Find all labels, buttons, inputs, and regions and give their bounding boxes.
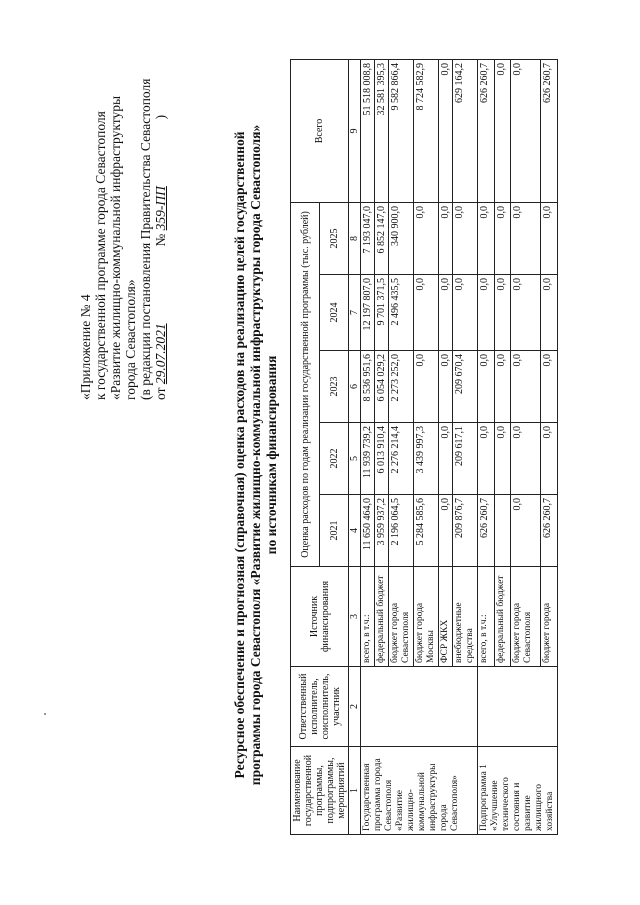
column-index: 7: [349, 275, 361, 351]
header-estimate: Оценка расходов по годам реализации государственной программы (тыс. рублей): [291, 202, 320, 566]
value-cell: 6 013 910,4: [375, 423, 389, 495]
value-cell: 0,0: [494, 351, 511, 423]
value-cell: 7 193 047,0: [361, 202, 375, 274]
column-index: 4: [349, 495, 361, 567]
value-cell: 2 276 214,4: [389, 423, 414, 495]
total-cell: 629 164,2: [453, 59, 478, 202]
value-cell: 0,0: [478, 275, 495, 351]
program-name-cell: Государственная программа города Севастополя «Развитие жилищно-коммунальной инфраструктуры города Севастополя»: [361, 747, 478, 835]
column-index: 8: [349, 202, 361, 274]
value-cell: 0,0: [453, 202, 478, 274]
total-cell: 51 518 008,8: [361, 59, 375, 202]
annex-line-4: города Севастополя»: [123, 279, 138, 400]
table-row: [478, 59, 495, 834]
value-cell: 0,0: [541, 351, 558, 423]
value-cell: 0,0: [439, 202, 453, 274]
subprogram-name-cell: Подпрограмма 1 «Улучшение технического состояния и развитие жилищного хозяйства: [478, 747, 558, 835]
annex-line-2: к государственной программе города Севастополя: [93, 111, 108, 400]
value-cell: 0,0: [439, 351, 453, 423]
total-cell: 0,0: [494, 59, 511, 202]
header-year: 2025: [320, 202, 349, 274]
decree-number: 359-ПП: [153, 186, 168, 231]
value-cell: 0,0: [511, 351, 541, 423]
value-cell: 0,0: [541, 275, 558, 351]
value-cell: 2 496 435,5: [389, 275, 414, 351]
value-cell: 209 670,4: [453, 351, 478, 423]
source-cell: всего, в т.ч.:: [361, 567, 375, 667]
annex-line-3: «Развитие жилищно-коммунальной инфраструктуры: [108, 95, 123, 400]
value-cell: 11 939 739,2: [361, 423, 375, 495]
value-cell: 9 701 371,5: [375, 275, 389, 351]
annex-header: [78, 40, 168, 400]
value-cell: 0,0: [414, 275, 439, 351]
value-cell: 340 900,0: [389, 202, 414, 274]
value-cell: 626 260,7: [478, 495, 495, 567]
value-cell: 0,0: [541, 202, 558, 274]
column-index: 2: [349, 667, 361, 747]
number-prefix: №: [153, 233, 168, 247]
value-cell: 11 650 464,0: [361, 495, 375, 567]
header-total: Всего: [291, 59, 349, 202]
header-name: Наименование государственной программы, подпрограммы, мероприятий: [291, 747, 349, 835]
total-cell: 626 260,7: [478, 59, 495, 202]
total-cell: 9 582 866,4: [389, 59, 414, 202]
column-index: 9: [349, 59, 361, 202]
header-executor: Ответственный исполнитель, соисполнитель, участник: [291, 667, 349, 747]
value-cell: 12 197 807,0: [361, 275, 375, 351]
value-cell: 0,0: [511, 495, 541, 567]
source-cell: бюджет города: [541, 567, 558, 667]
annex-date-line: [153, 40, 168, 400]
subprogram-executor-cell: [478, 667, 558, 747]
value-cell: 0,0: [511, 202, 541, 274]
value-cell: 8 536 951,6: [361, 351, 375, 423]
value-cell: 0,0: [478, 351, 495, 423]
closing-paren: ): [153, 114, 168, 120]
source-cell: бюджет города Москвы: [414, 567, 439, 667]
subprogram-section: [478, 59, 558, 834]
value-cell: 0,0: [414, 351, 439, 423]
decree-date: 29.07.2021: [153, 323, 168, 385]
total-cell: 626 260,7: [541, 59, 558, 202]
value-cell: 2 273 252,0: [389, 351, 414, 423]
value-cell: 626 260,7: [541, 495, 558, 567]
total-cell: 0,0: [439, 59, 453, 202]
value-cell: 0,0: [414, 202, 439, 274]
source-cell: федеральный бюджет: [494, 567, 511, 667]
value-cell: 5 284 585,6: [414, 495, 439, 567]
value-cell: 0,0: [478, 423, 495, 495]
date-prefix: от: [153, 387, 168, 400]
header-year: 2022: [320, 423, 349, 495]
source-cell: федеральный бюджет: [375, 567, 389, 667]
program-section: [361, 59, 478, 834]
annex-line-5: (в редакции постановления Правительства Севастополя: [138, 78, 153, 400]
document-title: [232, 75, 280, 835]
column-index: 1: [349, 747, 361, 835]
value-cell: 0,0: [511, 423, 541, 495]
value-cell: 3 959 937,2: [375, 495, 389, 567]
value-cell: 0,0: [453, 275, 478, 351]
value-cell: [494, 495, 511, 567]
total-cell: 0,0: [511, 59, 541, 202]
value-cell: 2 196 064,5: [389, 495, 414, 567]
value-cell: 0,0: [494, 423, 511, 495]
value-cell: 0,0: [494, 202, 511, 274]
annex-line-1: «Приложение № 4: [78, 294, 93, 400]
title-line-1: Ресурсное обеспечение и прогнозная (справочная) оценка расходов на реализацию целей государственной: [232, 131, 247, 779]
column-index-row: [349, 59, 361, 834]
value-cell: 0,0: [494, 275, 511, 351]
column-index: 6: [349, 351, 361, 423]
total-cell: 8 724 582,9: [414, 59, 439, 202]
source-cell: бюджет города Севастополя: [511, 567, 541, 667]
source-cell: ФСР ЖКХ: [439, 567, 453, 667]
value-cell: 0,0: [439, 423, 453, 495]
value-cell: 209 617,1: [453, 423, 478, 495]
header-source: Источник финансирования: [291, 567, 349, 667]
value-cell: 0,0: [541, 423, 558, 495]
source-cell: бюджет города Севастополя: [389, 567, 414, 667]
source-cell: всего, в т.ч.:: [478, 567, 495, 667]
column-index: 3: [349, 567, 361, 667]
value-cell: 3 439 997,3: [414, 423, 439, 495]
total-cell: 32 581 395,3: [375, 59, 389, 202]
title-line-2: программы города Севастополя «Развитие жилищно-коммунальной инфраструктуры города Севастополя»: [248, 124, 263, 786]
header-year: 2024: [320, 275, 349, 351]
table-row: [361, 59, 375, 834]
value-cell: 209 876,7: [453, 495, 478, 567]
value-cell: 6 852 147,0: [375, 202, 389, 274]
header-year: 2021: [320, 495, 349, 567]
column-index: 5: [349, 423, 361, 495]
header-row: [291, 59, 320, 834]
funding-table: [290, 59, 558, 835]
value-cell: 0,0: [478, 202, 495, 274]
scan-speck: [44, 713, 46, 715]
source-cell: внебюджетные средства: [453, 567, 478, 667]
value-cell: 0,0: [439, 495, 453, 567]
value-cell: 6 054 029,2: [375, 351, 389, 423]
value-cell: 0,0: [511, 275, 541, 351]
title-line-3: по источникам финансирования: [264, 355, 279, 555]
program-executor-cell: [361, 667, 478, 747]
header-year: 2023: [320, 351, 349, 423]
value-cell: 0,0: [439, 275, 453, 351]
